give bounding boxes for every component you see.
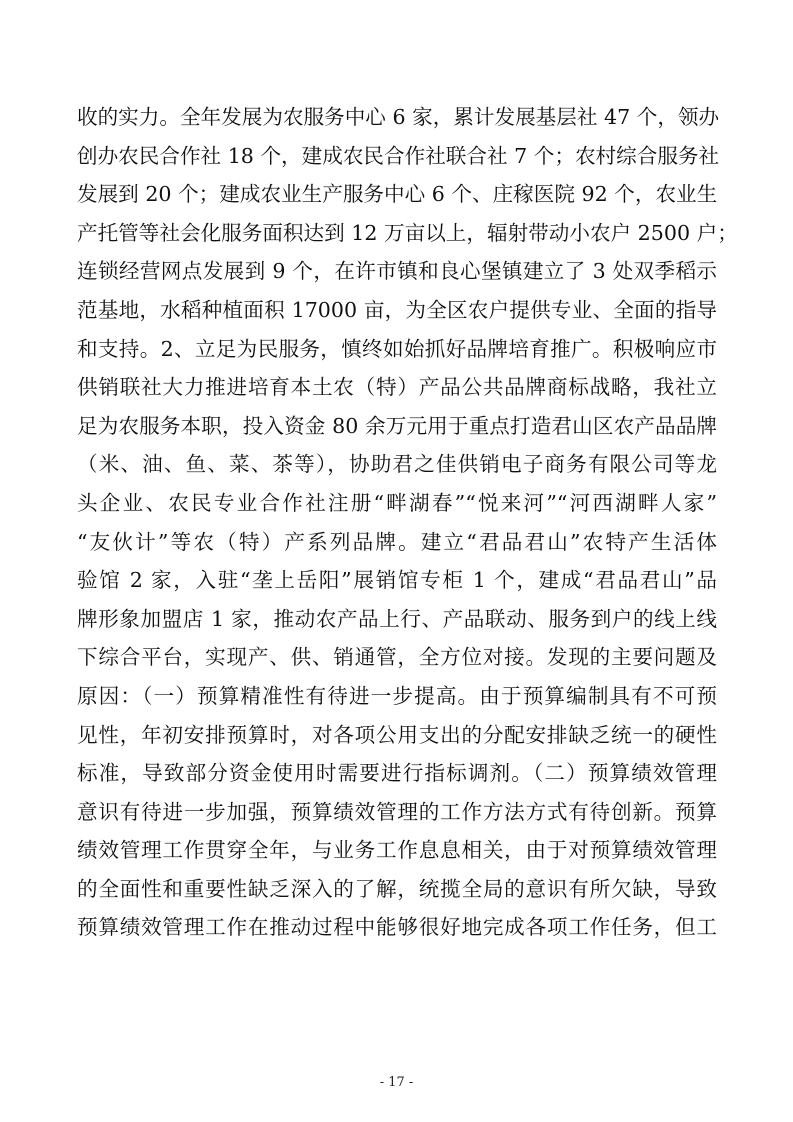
text-line: “友伙计”等农（特）产系列品牌。建立“君品君山”农特产生活体 <box>77 529 717 554</box>
text-line: 和支持。2、立足为民服务，慎终如始抓好品牌培育推广。积极响应市 <box>77 336 717 361</box>
text-line: 连锁经营网点发展到 9 个，在许市镇和良心堡镇建立了 3 处双季稻示 <box>77 259 717 284</box>
text-line: 发展到 20 个；建成农业生产服务中心 6 个、庄稼医院 92 个，农业生 <box>77 182 718 207</box>
text-line: 预算绩效管理工作在推动过程中能够很好地完成各项工作任务，但工 <box>77 915 717 940</box>
text-line: 原因：（一）预算精准性有待进一步提高。由于预算编制具有不可预 <box>77 683 717 708</box>
text-line: 意识有待进一步加强，预算绩效管理的工作方法方式有待创新。预算 <box>77 799 717 824</box>
text-line: 下综合平台，实现产、供、销通管，全方位对接。发现的主要问题及 <box>77 645 717 670</box>
text-line: 供销联社大力推进培育本土农（特）产品公共品牌商标战略，我社立 <box>77 375 717 400</box>
text-line: 创办农民合作社 18 个，建成农民合作社联合社 7 个；农村综合服务社 <box>77 143 720 168</box>
text-line: 绩效管理工作贯穿全年，与业务工作息息相关，由于对预算绩效管理 <box>77 838 717 863</box>
page-number: - 17 - <box>379 1075 414 1090</box>
text-line: 范基地，水稻种植面积 17000 亩，为全区农户提供专业、全面的指导 <box>77 297 717 322</box>
body-text <box>77 98 738 947</box>
text-line: 牌形象加盟店 1 家，推动农产品上行、产品联动、服务到户的线上线 <box>77 606 717 631</box>
text-line: 产托管等社会化服务面积达到 12 万亩以上，辐射带动小农户 2500 户； <box>77 220 738 245</box>
text-line: 收的实力。全年发展为农服务中心 6 家，累计发展基层社 47 个，领办 <box>77 105 720 129</box>
text-line: 的全面性和重要性缺乏深入的了解，统揽全局的意识有所欠缺，导致 <box>77 876 717 901</box>
text-line: 见性，年初安排预算时，对各项公用支出的分配安排缺乏统一的硬性 <box>77 722 717 747</box>
text-line: 标准，导致部分资金使用时需要进行指标调剂。（二）预算绩效管理 <box>77 761 717 786</box>
text-line: （米、油、鱼、菜、茶等），协助君之佳供销电子商务有限公司等龙 <box>77 452 717 477</box>
text-line: 头企业、农民专业合作社注册“畔湖春”“悦来河”“河西湖畔人家” <box>77 490 717 515</box>
text-line: 足为农服务本职，投入资金 80 余万元用于重点打造君山区农产品品牌 <box>77 413 717 438</box>
text-line: 验馆 2 家，入驻“垄上岳阳”展销馆专柜 1 个，建成“君品君山”品 <box>77 568 717 593</box>
